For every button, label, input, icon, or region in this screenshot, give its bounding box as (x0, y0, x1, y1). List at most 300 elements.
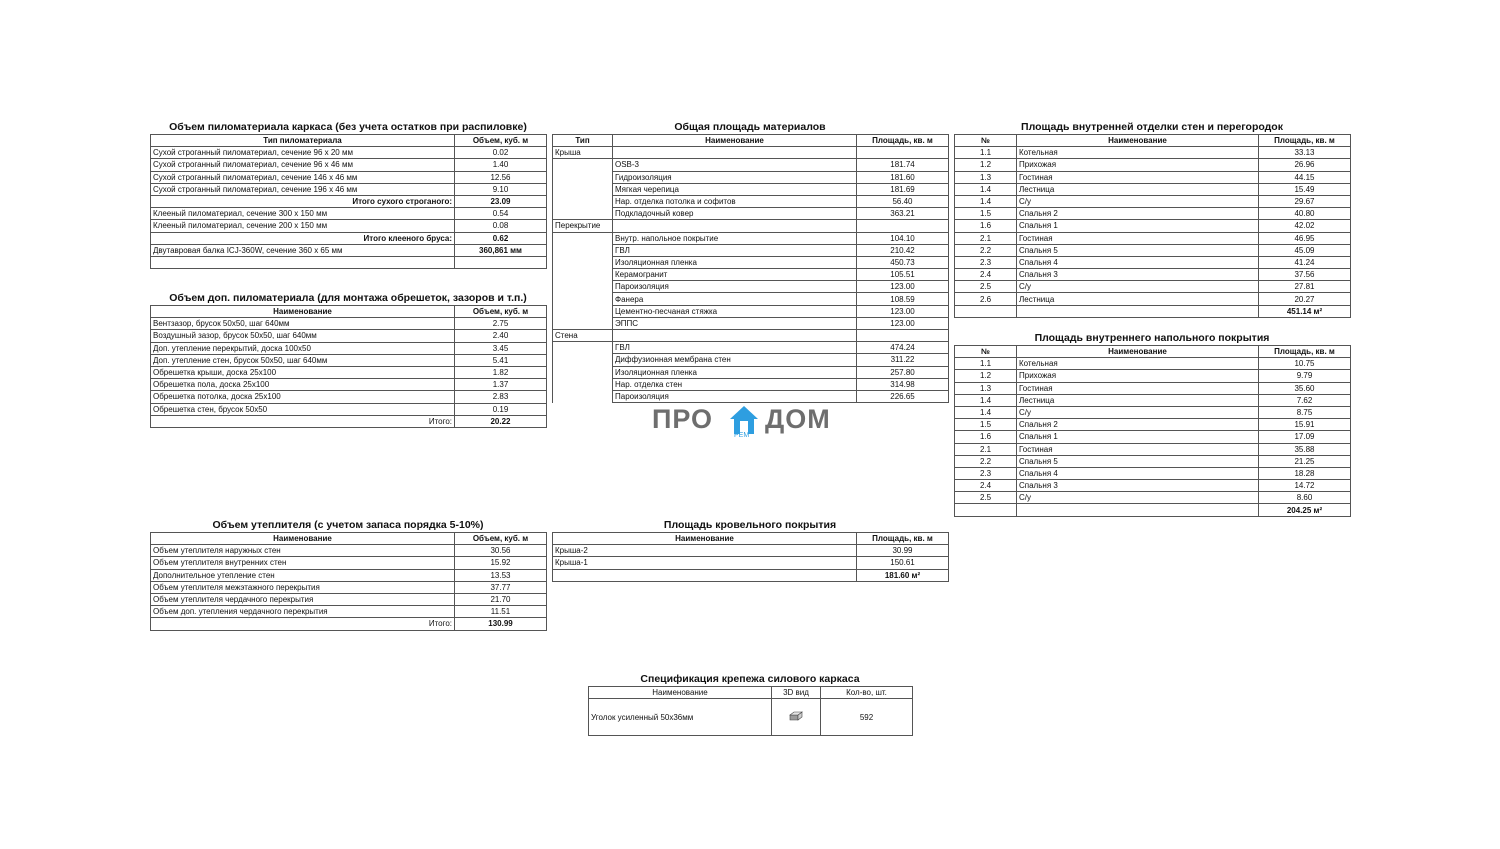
table-row (553, 256, 949, 268)
row-name: Спальня 2 (1017, 208, 1259, 220)
table-row (553, 545, 949, 557)
row-value: 27.81 (1259, 281, 1351, 293)
row-value: 181.69 (857, 183, 949, 195)
table-row (553, 330, 949, 342)
row-name: Спальня 1 (1017, 431, 1259, 443)
table-row (955, 480, 1351, 492)
row-name: Воздушный зазор, брусок 50х50, шаг 640мм (151, 330, 455, 342)
row-name: Прихожая (1017, 370, 1259, 382)
table-row (553, 293, 949, 305)
row-num: 2.5 (955, 281, 1017, 293)
row-value: 210.42 (857, 244, 949, 256)
row-value: 0.08 (455, 220, 547, 232)
col-header: Площадь, кв. м (1259, 135, 1351, 147)
row-name: Клееный пиломатериал, сечение 200 х 150 мм (151, 220, 455, 232)
total-value: 130.99 (455, 618, 547, 630)
materials-section (552, 121, 948, 403)
row-num: 1.2 (955, 159, 1017, 171)
group-indent (553, 244, 613, 256)
row-name: Спальня 5 (1017, 455, 1259, 467)
row-value: 8.60 (1259, 492, 1351, 504)
group-indent (553, 378, 613, 390)
row-num: 1.3 (955, 382, 1017, 394)
table-row (151, 330, 547, 342)
table-row (553, 232, 949, 244)
row-value: 314.98 (857, 378, 949, 390)
extra-lumber-table (150, 305, 547, 428)
table-row (553, 390, 949, 402)
row-name: Спальня 5 (1017, 244, 1259, 256)
table-row (151, 379, 547, 391)
row-value: 123.00 (857, 281, 949, 293)
row-value: 1.37 (455, 379, 547, 391)
table-row (955, 232, 1351, 244)
row-value: 3.45 (455, 342, 547, 354)
table-row (955, 244, 1351, 256)
table-row (553, 305, 949, 317)
walls-finish-title: Площадь внутренней отделки стен и перегородок (1021, 121, 1283, 133)
row-name: Пароизоляция (613, 390, 857, 402)
row-name (151, 256, 455, 268)
table-row (151, 232, 547, 244)
total-row (151, 415, 547, 427)
row-name: С/у (1017, 406, 1259, 418)
row-name: Нар. отделка стен (613, 378, 857, 390)
group-type: Стена (553, 330, 613, 342)
group-indent (553, 342, 613, 354)
table-row (553, 183, 949, 195)
row-value: 2.75 (455, 318, 547, 330)
table-row (955, 159, 1351, 171)
row-name: ГВЛ (613, 244, 857, 256)
table-row (589, 699, 913, 736)
col-header: 3D вид (772, 687, 821, 699)
row-name: С/у (1017, 281, 1259, 293)
row-name: Керамогранит (613, 269, 857, 281)
row-name: Спальня 4 (1017, 467, 1259, 479)
row-name: Пароизоляция (613, 281, 857, 293)
row-name: Изоляционная пленка (613, 256, 857, 268)
row-value: 150.61 (857, 557, 949, 569)
table-row (151, 256, 547, 268)
fasteners-table (588, 686, 913, 736)
row-value: 29.67 (1259, 195, 1351, 207)
row-name: Лестница (1017, 293, 1259, 305)
row-name: Итого клееного бруса: (151, 232, 455, 244)
col-header: Наименование (151, 533, 455, 545)
table-row (955, 269, 1351, 281)
table-row (151, 171, 547, 183)
col-header: № (955, 135, 1017, 147)
row-value: 46.95 (1259, 232, 1351, 244)
row-value: 41.24 (1259, 256, 1351, 268)
group-indent (553, 269, 613, 281)
row-num: 2.5 (955, 492, 1017, 504)
row-value: 181.74 (857, 159, 949, 171)
row-value: 10.75 (1259, 358, 1351, 370)
col-header: Площадь, кв. м (1259, 346, 1351, 358)
table-row (553, 317, 949, 329)
extra-lumber-section (150, 292, 546, 428)
group-indent (553, 232, 613, 244)
row-value: 9.10 (455, 183, 547, 195)
row-name: Сухой строганный пиломатериал, сечение 96 х 20 мм (151, 147, 455, 159)
table-row (151, 569, 547, 581)
group-spacer (857, 147, 949, 159)
table-row (151, 557, 547, 569)
row-name: Прихожая (1017, 159, 1259, 171)
table-row (553, 366, 949, 378)
total-row (955, 305, 1351, 317)
table-row (553, 159, 949, 171)
row-num: 1.3 (955, 171, 1017, 183)
col-header: Наименование (1017, 346, 1259, 358)
row-name: Гидроизоляция (613, 171, 857, 183)
row-value: 18.28 (1259, 467, 1351, 479)
row-num: 2.4 (955, 480, 1017, 492)
table-row (553, 342, 949, 354)
total-value: 181.60 м² (857, 569, 949, 581)
row-value: 37.77 (455, 581, 547, 593)
row-value: 1.82 (455, 366, 547, 378)
table-row (553, 171, 949, 183)
row-num: 1.4 (955, 183, 1017, 195)
row-value: 15.91 (1259, 419, 1351, 431)
table-row (955, 147, 1351, 159)
row-value: 108.59 (857, 293, 949, 305)
row-name: Дополнительное утепление стен (151, 569, 455, 581)
row-value: 2.40 (455, 330, 547, 342)
floor-cover-table (954, 345, 1351, 517)
row-value: 9.79 (1259, 370, 1351, 382)
table-row (553, 244, 949, 256)
row-num: 1.2 (955, 370, 1017, 382)
row-value: 15.49 (1259, 183, 1351, 195)
table-row (955, 455, 1351, 467)
row-name: Спальня 1 (1017, 220, 1259, 232)
row-name: Доп. утепление стен, брусок 50х50, шаг 640мм (151, 354, 455, 366)
row-name: Объем утеплителя межэтажного перекрытия (151, 581, 455, 593)
row-num: 2.3 (955, 467, 1017, 479)
row-name: Спальня 3 (1017, 269, 1259, 281)
group-indent (553, 305, 613, 317)
col-header: Площадь, кв. м (857, 533, 949, 545)
row-value: 45.09 (1259, 244, 1351, 256)
row-num: 1.5 (955, 419, 1017, 431)
row-num: 1.6 (955, 220, 1017, 232)
table-row (553, 195, 949, 207)
row-value: 35.88 (1259, 443, 1351, 455)
total-value: 20.22 (455, 415, 547, 427)
row-value: 104.10 (857, 232, 949, 244)
row-name: Спальня 3 (1017, 480, 1259, 492)
row-name: Фанера (613, 293, 857, 305)
row-name: Мягкая черепица (613, 183, 857, 195)
table-row (553, 147, 949, 159)
row-value: 123.00 (857, 317, 949, 329)
row-name: Клееный пиломатериал, сечение 300 х 150 мм (151, 208, 455, 220)
row-name: Доп. утепление перекрытий, доска 100х50 (151, 342, 455, 354)
row-value: 1.40 (455, 159, 547, 171)
table-row (151, 606, 547, 618)
row-num: 1.1 (955, 358, 1017, 370)
table-row (151, 159, 547, 171)
lumber-table (150, 134, 547, 269)
row-name: Сухой строганный пиломатериал, сечение 96 х 46 мм (151, 159, 455, 171)
row-value: 17.09 (1259, 431, 1351, 443)
row-name: Лестница (1017, 183, 1259, 195)
table-row (955, 382, 1351, 394)
row-value: 8.75 (1259, 406, 1351, 418)
group-indent (553, 390, 613, 402)
roofing-table (552, 532, 949, 582)
row-value: 12.56 (455, 171, 547, 183)
table-row (955, 467, 1351, 479)
roofing-title: Площадь кровельного покрытия (663, 519, 837, 531)
col-header: Объем, куб. м (455, 135, 547, 147)
col-header: № (955, 346, 1017, 358)
row-value: 7.62 (1259, 394, 1351, 406)
insulation-title: Объем утеплителя (с учетом запаса порядка 5-10%) (212, 519, 484, 531)
table-row (955, 443, 1351, 455)
row-name: С/у (1017, 492, 1259, 504)
insulation-table (150, 532, 547, 631)
col-header: Наименование (151, 306, 455, 318)
row-value: 11.51 (455, 606, 547, 618)
group-spacer (613, 330, 857, 342)
table-row (955, 183, 1351, 195)
group-indent (553, 195, 613, 207)
row-name: Обрешетка крыши, доска 25х100 (151, 366, 455, 378)
table-row (151, 403, 547, 415)
row-value: 474.24 (857, 342, 949, 354)
row-num: 1.6 (955, 431, 1017, 443)
table-row (151, 220, 547, 232)
row-name: С/у (1017, 195, 1259, 207)
row-name: ЭППС (613, 317, 857, 329)
row-name: Объем утеплителя чердачного перекрытия (151, 593, 455, 605)
row-name: Спальня 4 (1017, 256, 1259, 268)
row-name: Итого сухого строганого: (151, 195, 455, 207)
table-row (955, 419, 1351, 431)
row-value: 26.96 (1259, 159, 1351, 171)
row-name: Спальня 2 (1017, 419, 1259, 431)
table-row (955, 406, 1351, 418)
row-value: 311.22 (857, 354, 949, 366)
roofing-section (552, 519, 948, 582)
table-row (151, 183, 547, 195)
row-name: Лестница (1017, 394, 1259, 406)
row-name: Нар. отделка потолка и софитов (613, 195, 857, 207)
group-indent (553, 256, 613, 268)
table-row (553, 281, 949, 293)
row-num: 2.1 (955, 232, 1017, 244)
table-row (955, 358, 1351, 370)
row-num: 2.2 (955, 244, 1017, 256)
row-value: 0.54 (455, 208, 547, 220)
group-type: Крыша (553, 147, 613, 159)
table-row (151, 318, 547, 330)
row-value: 42.02 (1259, 220, 1351, 232)
row-name: Гостиная (1017, 232, 1259, 244)
materials-table (552, 134, 949, 403)
table-row (553, 557, 949, 569)
col-header: Площадь, кв. м (857, 135, 949, 147)
row-value: 13.53 (455, 569, 547, 581)
total-label: Итого: (151, 618, 455, 630)
table-row (553, 220, 949, 232)
row-value: 30.99 (857, 545, 949, 557)
row-num: 1.5 (955, 208, 1017, 220)
row-num: 2.4 (955, 269, 1017, 281)
col-header: Объем, куб. м (455, 533, 547, 545)
row-value: 37.56 (1259, 269, 1351, 281)
fastener-name: Уголок усиленный 50х36мм (589, 699, 772, 736)
table-row (553, 269, 949, 281)
table-row (955, 492, 1351, 504)
row-num: 1.4 (955, 195, 1017, 207)
row-value: 30.56 (455, 545, 547, 557)
row-name: Подкладочный ковер (613, 208, 857, 220)
col-header: Кол-во, шт. (821, 687, 913, 699)
group-type: Перекрытие (553, 220, 613, 232)
table-row (955, 394, 1351, 406)
total-value: 204.25 м² (1259, 504, 1351, 516)
table-row (151, 593, 547, 605)
row-num: 2.6 (955, 293, 1017, 305)
row-num: 1.4 (955, 406, 1017, 418)
fastener-3d-view (772, 699, 821, 736)
row-value: 105.51 (857, 269, 949, 281)
col-header: Тип пиломатериала (151, 135, 455, 147)
table-row (151, 354, 547, 366)
table-row (553, 354, 949, 366)
group-indent (553, 281, 613, 293)
row-value: 0.19 (455, 403, 547, 415)
row-name: Гостиная (1017, 382, 1259, 394)
group-spacer (613, 220, 857, 232)
row-name: ГВЛ (613, 342, 857, 354)
row-value: 23.09 (455, 195, 547, 207)
floor-cover-title: Площадь внутреннего напольного покрытия (1034, 332, 1270, 344)
row-name: Крыша-2 (553, 545, 857, 557)
table-row (151, 545, 547, 557)
row-value: 44.15 (1259, 171, 1351, 183)
total-row (955, 504, 1351, 516)
row-name: Объем доп. утепления чердачного перекрытия (151, 606, 455, 618)
col-header: Наименование (613, 135, 857, 147)
table-row (151, 208, 547, 220)
group-indent (553, 366, 613, 378)
row-num: 1.4 (955, 394, 1017, 406)
table-row (151, 195, 547, 207)
row-name: Диффузионная мембрана стен (613, 354, 857, 366)
row-num: 2.1 (955, 443, 1017, 455)
row-value: 450.73 (857, 256, 949, 268)
row-value (455, 256, 547, 268)
fastener-qty: 592 (821, 699, 913, 736)
row-name: Гостиная (1017, 443, 1259, 455)
group-spacer (613, 147, 857, 159)
fasteners-title: Спецификация крепежа силового каркаса (640, 673, 860, 685)
group-indent (553, 317, 613, 329)
row-value: 14.72 (1259, 480, 1351, 492)
row-value: 5.41 (455, 354, 547, 366)
table-row (955, 431, 1351, 443)
row-name: Сухой строганный пиломатериал, сечение 146 х 46 мм (151, 171, 455, 183)
table-row (151, 244, 547, 256)
row-value: 226.65 (857, 390, 949, 402)
group-spacer (857, 330, 949, 342)
group-indent (553, 293, 613, 305)
col-header: Наименование (553, 533, 857, 545)
row-name: Гостиная (1017, 171, 1259, 183)
logo-text-right: ДОМ (765, 404, 831, 434)
col-header: Наименование (1017, 135, 1259, 147)
row-value: 257.80 (857, 366, 949, 378)
col-header: Объем, куб. м (455, 306, 547, 318)
table-row (955, 293, 1351, 305)
row-name: Внутр. напольное покрытие (613, 232, 857, 244)
group-indent (553, 354, 613, 366)
row-name: Котельная (1017, 358, 1259, 370)
row-value: 181.60 (857, 171, 949, 183)
group-indent (553, 208, 613, 220)
table-row (955, 220, 1351, 232)
fasteners-section (588, 673, 912, 736)
group-indent (553, 159, 613, 171)
extra-lumber-title: Объем доп. пиломатериала (для монтажа обрешеток, зазоров и т.п.) (169, 292, 527, 304)
table-row (955, 256, 1351, 268)
table-row (955, 208, 1351, 220)
angle-bracket-icon (789, 714, 803, 723)
row-value: 15.92 (455, 557, 547, 569)
row-value: 0.02 (455, 147, 547, 159)
lumber-title: Объем пиломатериала каркаса (без учета остатков при распиловке) (169, 121, 527, 133)
row-value: 40.80 (1259, 208, 1351, 220)
total-row (151, 618, 547, 630)
walls-finish-section (954, 121, 1350, 318)
group-spacer (857, 220, 949, 232)
row-name: Крыша-1 (553, 557, 857, 569)
logo-text-left: ПРО (652, 404, 714, 434)
row-name: Объем утеплителя наружных стен (151, 545, 455, 557)
table-row (151, 581, 547, 593)
total-label: Итого: (151, 415, 455, 427)
row-value: 56.40 (857, 195, 949, 207)
walls-finish-table (954, 134, 1351, 318)
row-value: 2.83 (455, 391, 547, 403)
row-value: 21.70 (455, 593, 547, 605)
row-value: 360,861 мм (455, 244, 547, 256)
row-value: 33.13 (1259, 147, 1351, 159)
row-name: Обрешетка пола, доска 25х100 (151, 379, 455, 391)
row-name: Сухой строганный пиломатериал, сечение 196 х 46 мм (151, 183, 455, 195)
row-num: 2.2 (955, 455, 1017, 467)
col-header: Наименование (589, 687, 772, 699)
row-name: Двутавровая балка ICJ-360W, сечение 360 х 65 мм (151, 244, 455, 256)
row-name: Вентзазор, брусок 50х50, шаг 640мм (151, 318, 455, 330)
row-num: 1.1 (955, 147, 1017, 159)
group-indent (553, 171, 613, 183)
total-value: 451.14 м² (1259, 305, 1351, 317)
row-num: 2.3 (955, 256, 1017, 268)
row-name: Цементно-песчаная стяжка (613, 305, 857, 317)
floor-cover-section (954, 332, 1350, 517)
lumber-section (150, 121, 546, 269)
table-row (151, 391, 547, 403)
pro-dom-logo (652, 404, 852, 444)
